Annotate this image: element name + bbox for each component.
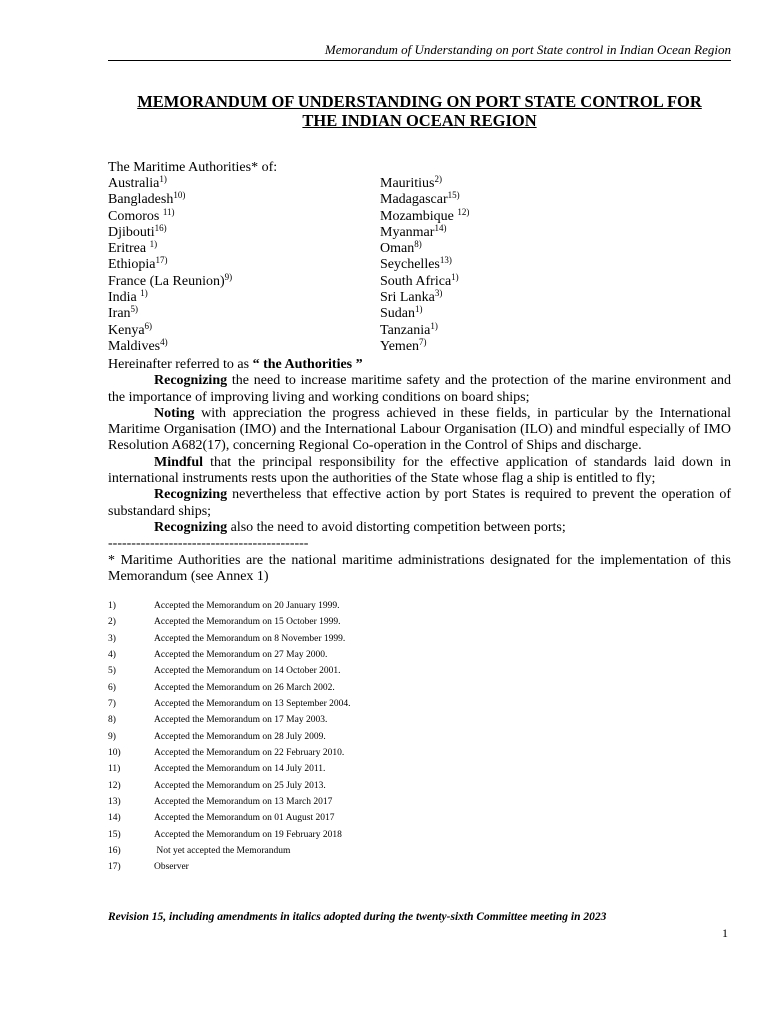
note-item: 2) Accepted the Memorandum on 15 October 1999. (108, 617, 341, 628)
note-item: 3) Accepted the Memorandum on 8 November 1999. (108, 633, 346, 644)
note-item: 16) Not yet accepted the Memorandum (108, 845, 291, 856)
authority-item: Sudan$^{1)}$ (380, 304, 423, 322)
note-item: 1) Accepted the Memorandum on 20 January 1999. (108, 601, 340, 611)
authority-item: Sri Lanka$^{3)}$ (380, 288, 443, 306)
acceptance-notes (108, 600, 351, 878)
authority-item: India $^{1)}$ (108, 288, 148, 306)
title-line-1: MEMORANDUM OF UNDERSTANDING ON PORT STATE CONTROL FOR (137, 92, 702, 111)
note-item: 17) Observer (108, 862, 189, 873)
intro-text: The Maritime Authorities* of: (108, 160, 278, 175)
page-number: 1 (722, 926, 728, 940)
authority-item: France (La Reunion)$^{9)}$ (108, 271, 233, 289)
authorities-right-column (380, 176, 469, 355)
authority-item: Djibouti$^{16)}$ (108, 222, 167, 240)
note-item: 10) Accepted the Memorandum on 22 February 2010. (108, 747, 345, 758)
preamble-paragraph: Noting with appreciation the progress achieved in these fields, in particular by the International Maritime Organisation (IMO) and the International Labour Organisation (ILO) and mindful especially of IMO Resolution A682(17), concerning Regional Co-operation in the Control of Ships and discharge. (108, 405, 731, 454)
preamble-paragraph: Recognizing the need to increase maritime safety and the protection of the marine environment and the importance of improving living and working conditions on board ships; (108, 373, 731, 405)
authority-item: Oman$^{8)}$ (380, 239, 422, 257)
authority-item: Kenya$^{6)}$ (108, 320, 153, 338)
note-item: 5) Accepted the Memorandum on 14 October 2001. (108, 666, 341, 677)
title-line-2: THE INDIAN OCEAN REGION (302, 111, 537, 130)
note-item: 6) Accepted the Memorandum on 26 March 2002. (108, 682, 335, 693)
preamble-body (108, 357, 731, 585)
note-item: 4) Accepted the Memorandum on 27 May 2000. (108, 649, 328, 660)
authority-item: Mauritius$^{2)}$ (380, 174, 442, 191)
document-title (108, 92, 731, 130)
note-item: 8) Accepted the Memorandum on 17 May 2003. (108, 715, 328, 726)
authority-item: Iran$^{5)}$ (108, 304, 139, 322)
authority-item: Mozambique $^{12)}$ (380, 206, 470, 224)
note-item: 15) Accepted the Memorandum on 19 February 2018 (108, 829, 342, 840)
note-item: 14) Accepted the Memorandum on 01 August 2017 (108, 813, 335, 824)
preamble-paragraph: Recognizing nevertheless that effective action by port States is required to prevent the operation of substandard ships; (108, 487, 731, 519)
note-item: 13) Accepted the Memorandum on 13 March 2017 (108, 796, 333, 807)
preamble-paragraph: Mindful that the principal responsibility for the effective application of standards laid down in international instruments rests upon the authorities of the State whose flag a ship is entitled to fly; (108, 454, 731, 487)
authority-item: Eritrea $^{1)}$ (108, 239, 158, 257)
authority-item: Bangladesh$^{10)}$ (108, 190, 186, 208)
authority-item: Ethiopia$^{17)}$ (108, 255, 168, 273)
authority-item: Myanmar$^{14)}$ (380, 222, 447, 240)
footnote-text: * Maritime Authorities are the national maritime administrations designated for the implementation of this Memorandum (see Annex 1) (108, 552, 731, 584)
authority-item: Maldives$^{4)}$ (108, 336, 168, 354)
note-item: 12) Accepted the Memorandum on 25 July 2013. (108, 780, 326, 791)
footnote-separator: ------------------------------------------- (108, 536, 309, 552)
authority-item: Seychelles$^{13)}$ (380, 255, 452, 273)
revision-footer: Revision 15, including amendments in italics adopted during the twenty-sixth Committee meeting in 2023 (108, 911, 607, 923)
authority-item: South Africa$^{1)}$ (380, 271, 459, 289)
authorities-left-column (108, 176, 232, 355)
authority-item: Tanzania$^{1)}$ (380, 320, 438, 338)
running-header: Memorandum of Understanding on port State control in Indian Ocean Region (108, 42, 731, 61)
authority-item: Madagascar$^{15)}$ (380, 190, 460, 208)
note-item: 9) Accepted the Memorandum on 28 July 2009. (108, 731, 326, 742)
note-item: 11) Accepted the Memorandum on 14 July 2011. (108, 764, 326, 775)
authority-item: Yemen$^{7)}$ (380, 336, 427, 354)
hereinafter-line: Hereinafter referred to as “ the Authorities ” (108, 357, 363, 372)
note-item: 7) Accepted the Memorandum on 13 September 2004. (108, 698, 351, 709)
preamble-paragraph: Recognizing also the need to avoid distorting competition between ports; (154, 519, 566, 535)
authority-item: Comoros $^{11)}$ (108, 206, 175, 224)
authority-item: Australia$^{1)}$ (108, 174, 167, 191)
